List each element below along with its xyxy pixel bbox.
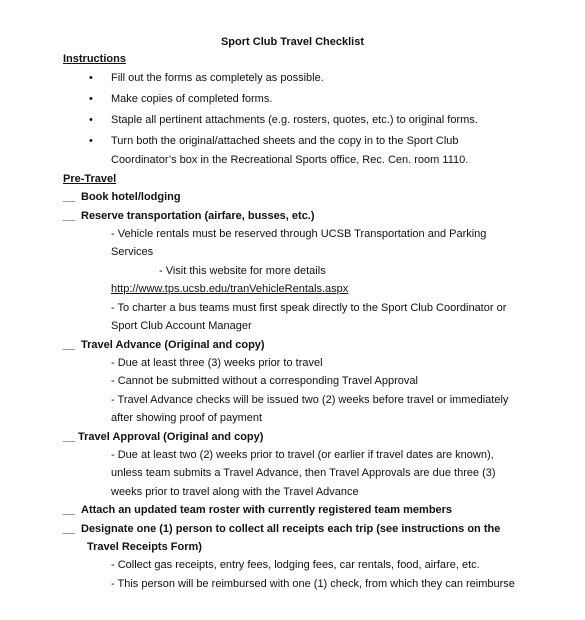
checklist-item-team-roster: Attach an updated team roster with currently registered team members xyxy=(81,504,453,516)
instructions-heading: Instructions xyxy=(63,53,126,65)
transport-note: - To charter a bus teams must first speak directly to the Sport Club Coordinator or xyxy=(111,302,507,314)
checkbox-blank[interactable]: __ xyxy=(63,523,76,535)
receipts-note: - This person will be reimbursed with one (1) check, from which they can reimburse xyxy=(111,578,515,590)
advance-note: - Travel Advance checks will be issued two (2) weeks before travel or immediately xyxy=(111,394,509,406)
checkbox-blank[interactable]: __ xyxy=(63,339,76,351)
checkbox-blank[interactable]: __ xyxy=(63,210,76,222)
checklist-item-transportation: Reserve transportation (airfare, busses, etc.) xyxy=(81,210,315,222)
transport-note: - Vehicle rentals must be reserved through UCSB Transportation and Parking xyxy=(111,228,487,240)
checklist-item-travel-approval: Travel Approval (Original and copy) xyxy=(78,431,264,443)
approval-note: weeks prior to travel along with the Travel Advance xyxy=(111,486,359,498)
transport-note: Services xyxy=(111,246,154,258)
receipts-note: - Collect gas receipts, entry fees, lodging fees, car rentals, food, airfare, etc. xyxy=(111,559,480,571)
instruction-item: Make copies of completed forms. xyxy=(111,93,273,105)
checkbox-blank[interactable]: __ xyxy=(63,431,76,443)
checklist-item-receipts-continued: Travel Receipts Form) xyxy=(87,541,202,553)
bullet-icon: • xyxy=(89,93,93,105)
bullet-icon: • xyxy=(89,114,93,126)
checklist-item-travel-advance: Travel Advance (Original and copy) xyxy=(81,339,265,351)
page-title: Sport Club Travel Checklist xyxy=(220,36,365,48)
transport-note: - Visit this website for more details xyxy=(159,265,326,277)
bullet-icon: • xyxy=(89,72,93,84)
transport-note: Sport Club Account Manager xyxy=(111,320,252,332)
bullet-icon: • xyxy=(89,135,93,147)
advance-note: after showing proof of payment xyxy=(111,412,263,424)
instruction-item: Staple all pertinent attachments (e.g. rosters, quotes, etc.) to original forms. xyxy=(111,114,478,126)
approval-note: - Due at least two (2) weeks prior to travel (or earlier if travel dates are known), xyxy=(111,449,494,461)
advance-note: - Cannot be submitted without a corresponding Travel Approval xyxy=(111,375,418,387)
instruction-item-continued: Coordinator’s box in the Recreational Sports office, Rec. Cen. room 1110. xyxy=(111,154,469,166)
vehicle-rentals-link[interactable]: http://www.tps.ucsb.edu/tranVehicleRentals.aspx xyxy=(111,283,349,295)
instruction-item: Turn both the original/attached sheets and the copy in to the Sport Club xyxy=(111,135,459,147)
approval-note: unless team submits a Travel Advance, then Travel Approvals are due three (3) xyxy=(111,467,496,479)
checkbox-blank[interactable]: __ xyxy=(63,191,76,203)
pretravel-heading: Pre-Travel xyxy=(63,173,117,185)
checklist-item-lodging: Book hotel/lodging xyxy=(81,191,181,203)
instruction-item: Fill out the forms as completely as possible. xyxy=(111,72,324,84)
checkbox-blank[interactable]: __ xyxy=(63,504,76,516)
advance-note: - Due at least three (3) weeks prior to travel xyxy=(111,357,323,369)
checklist-item-receipts: Designate one (1) person to collect all receipts each trip (see instructions on the xyxy=(81,523,501,535)
